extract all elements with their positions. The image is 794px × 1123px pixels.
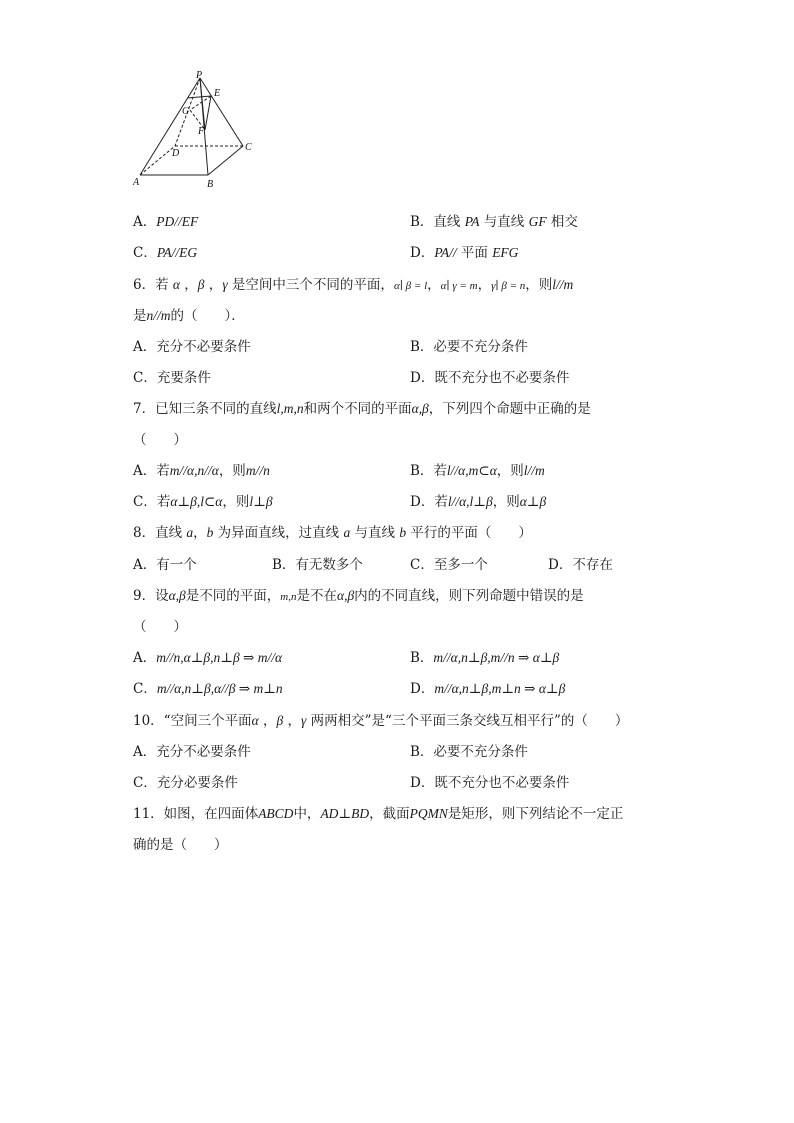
vertex-label-p: P	[196, 70, 203, 81]
q6-option-b: B．必要不充分条件	[410, 339, 528, 355]
q9-stem-line2: （ ）	[133, 619, 187, 635]
q6-stem-line2: 是n//m的（ ）．	[133, 308, 245, 324]
q6-option-a: A．充分不必要条件	[133, 339, 251, 355]
q8-option-c: C．至多一个	[410, 557, 488, 573]
q6-option-d: D．既不充分也不必要条件	[410, 370, 570, 386]
q7-option-d: D．若l//α,l⊥β，则α⊥β	[410, 494, 547, 510]
q9-stem-line1: 9．设α,β是不同的平面，m,n是不在α,β内的不同直线，则下列命题中错误的是	[133, 588, 584, 604]
q10-stem: 10．“空间三个平面α ，β ，γ 两两相交”是“三个平面三条交线互相平行”的（ ）	[133, 713, 629, 729]
q9-option-d: D．m//α,n⊥β,m⊥n ⇒ α⊥β	[410, 681, 566, 697]
q6-option-c: C．充要条件	[133, 370, 211, 386]
q6-stem-line1: 6．若 α ，β ，γ 是空间中三个不同的平面，α∣ β = l，α∣ γ = m，γ∣ β = n，则l//m	[133, 277, 574, 293]
q9-option-a: A．m//n,α⊥β,n⊥β ⇒ m//α	[133, 650, 283, 666]
vertex-label-f: F	[198, 126, 205, 137]
q5-option-c: C．PA//EG	[133, 245, 198, 261]
q7-option-c: C．若α⊥β,l⊂α，则l⊥β	[133, 494, 273, 510]
q5-option-b: B．直线 PA 与直线 GF 相交	[410, 214, 578, 230]
q7-stem-line2: （ ）	[133, 432, 187, 448]
q11-stem-line2: 确的是（ ）	[133, 837, 228, 853]
q10-option-d: D．既不充分也不必要条件	[410, 775, 570, 791]
q8-option-b: B．有无数多个	[272, 557, 363, 573]
q9-option-b: B．m//α,n⊥β,m//n ⇒ α⊥β	[410, 650, 560, 666]
vertex-label-d: D	[172, 148, 180, 159]
q11-stem-line1: 11．如图，在四面体ABCD中，AD⊥BD，截面PQMN是矩形，则下列结论不一定正	[133, 806, 624, 822]
q10-option-b: B．必要不充分条件	[410, 744, 528, 760]
vertex-label-g: G	[182, 106, 190, 117]
q10-option-a: A．充分不必要条件	[133, 744, 251, 760]
vertex-label-c: C	[245, 142, 252, 153]
vertex-label-e: E	[214, 88, 221, 99]
vertex-label-a: A	[133, 177, 140, 188]
q8-stem: 8．直线 a，b 为异面直线，过直线 a 与直线 b 平行的平面（ ）	[133, 525, 532, 541]
q8-option-d: D．不存在	[548, 557, 613, 573]
q8-option-a: A．有一个	[133, 557, 197, 573]
vertex-label-b: B	[207, 179, 214, 190]
q5-option-a: A．PD//EF	[133, 214, 199, 230]
q5-option-a-math: PD//EF	[156, 214, 199, 229]
q10-option-c: C．充分必要条件	[133, 775, 238, 791]
q7-option-b: B．若l//α,m⊂α，则l//m	[410, 463, 545, 479]
pyramid-figure	[130, 70, 260, 192]
q7-option-a: A．若m//α,n//α，则m//n	[133, 463, 270, 479]
q7-stem-line1: 7．已知三条不同的直线l,m,n和两个不同的平面α,β，下列四个命题中正确的是	[133, 401, 591, 417]
q5-option-d: D．PA// 平面 EFG	[410, 245, 519, 261]
q9-option-c: C．m//α,n⊥β,α//β ⇒ m⊥n	[133, 681, 283, 697]
